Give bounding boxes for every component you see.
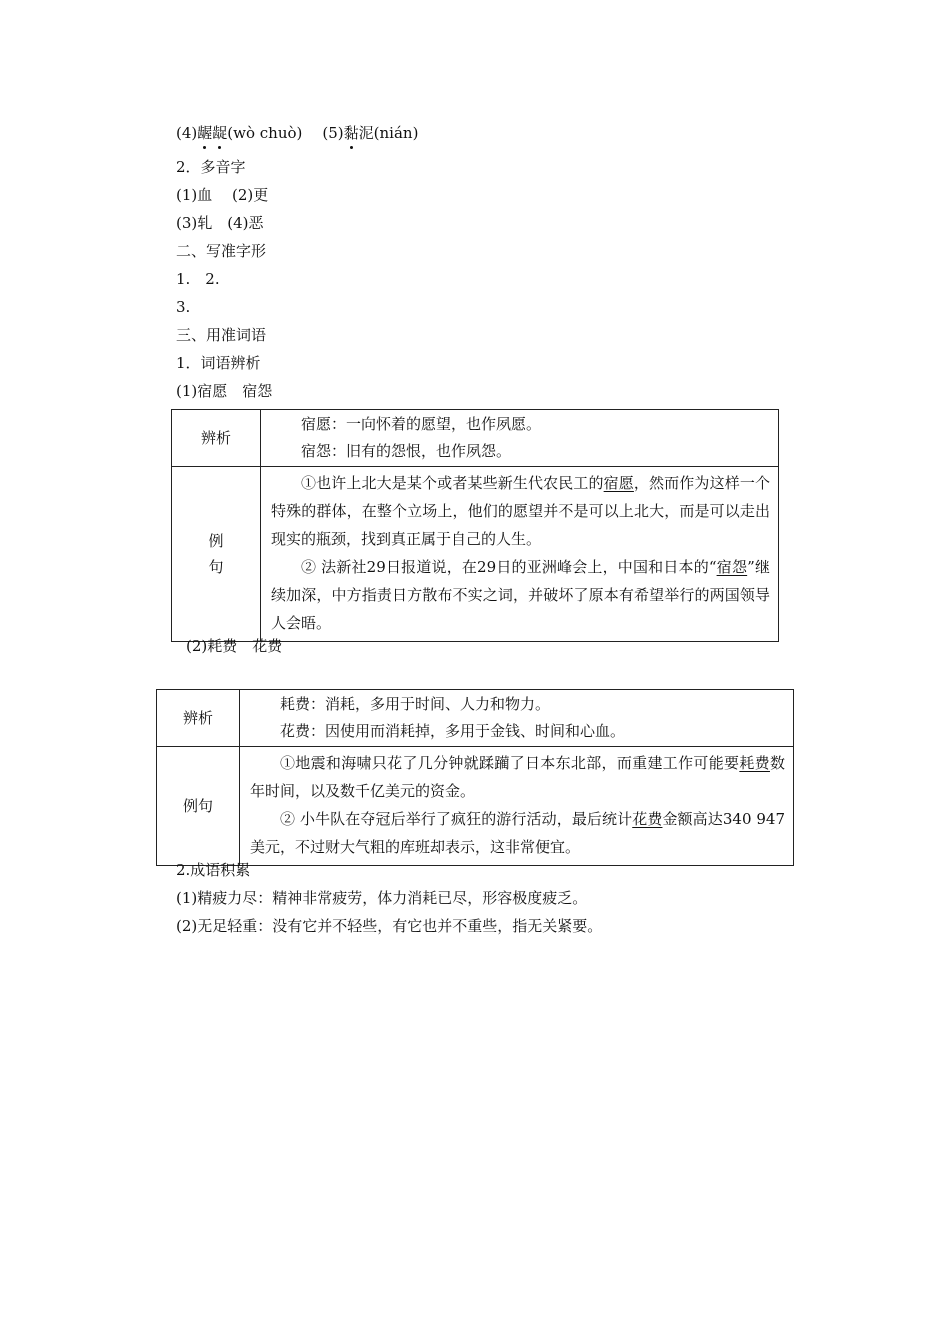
definition: 宿愿：一向怀着的愿望，也作夙愿。 <box>301 415 542 433</box>
bianxi-label: 辨析 <box>157 690 240 747</box>
table-row <box>157 690 794 747</box>
zixing-heading: 二、写准字形 <box>176 242 267 260</box>
table-row <box>172 467 779 642</box>
table-suyuan <box>171 409 779 642</box>
duoyin-row-1: (1)血 (2)更 <box>176 186 269 204</box>
definition: 花费：因使用而消耗掉，多用于金钱、时间和心血。 <box>280 722 626 740</box>
definition: 宿怨：旧有的怨恨，也作夙怨。 <box>301 442 512 460</box>
word-pair-1: (1)宿愿 宿怨 <box>176 382 273 400</box>
dotted-char: 龌 <box>197 124 213 142</box>
example-sentence: ①地震和海啸只花了几分钟就蹂躏了日本东北部，而重建工作可能要耗费数年时间，以及数千亿美元的资金。 <box>250 754 785 800</box>
ciyu-heading: 三、用准词语 <box>176 326 267 344</box>
dotted-char: 黏 <box>343 124 359 142</box>
definition: 耗费：消耗，多用于时间、人力和物力。 <box>280 695 551 713</box>
duoyin-row-2: (3)轧 (4)恶 <box>176 214 264 232</box>
underlined-word: 耗费 <box>739 754 770 772</box>
ciyu-sub-heading: 1．词语辨析 <box>176 354 261 372</box>
table-row <box>172 410 779 467</box>
table-row <box>157 747 794 866</box>
duoyin-heading: 2．多音字 <box>176 158 246 176</box>
underlined-word: 宿怨 <box>716 558 748 576</box>
underlined-word: 宿愿 <box>603 474 634 492</box>
zixing-row-1: 1. 2. <box>176 270 220 288</box>
zixing-row-2: 3. <box>176 298 191 316</box>
chengyu-heading: 2.成语积累 <box>176 861 251 879</box>
example-sentence: ② 小牛队在夺冠后举行了疯狂的游行活动，最后统计花费金额高达340 947美元，不过财大气粗的库班却表示，这非常便宜。 <box>250 810 785 856</box>
table-haofei <box>156 689 794 866</box>
liju-label: 例句 <box>157 747 240 866</box>
chengyu-item-2: (2)无足轻重：没有它并不轻些，有它也并不重些，指无关紧要。 <box>176 917 603 935</box>
pinyin-line: (4)龌龊(wò chuò) (5)黏泥(nián) <box>176 124 419 142</box>
chengyu-item-1: (1)精疲力尽：精神非常疲劳，体力消耗已尽，形容极度疲乏。 <box>176 889 588 907</box>
example-sentence: ①也许上北大是某个或者某些新生代农民工的宿愿，然而作为这样一个特殊的群体，在整个立场上，他们的愿望并不是可以上北大，而是可以走出现实的瓶颈，找到真正属于自己的人生。 <box>271 474 770 548</box>
dotted-char: 龊 <box>212 124 228 142</box>
underlined-word: 花费 <box>632 810 663 828</box>
liju-label: 例 句 <box>172 467 261 642</box>
bianxi-label: 辨析 <box>172 410 261 467</box>
word-pair-2: (2)耗费 花费 <box>186 637 283 655</box>
example-sentence: ② 法新社29日报道说，在29日的亚洲峰会上，中国和日本的“宿怨”继续加深，中方指责日方散布不实之词，并破坏了原本有希望举行的两国领导人会晤。 <box>271 558 770 632</box>
